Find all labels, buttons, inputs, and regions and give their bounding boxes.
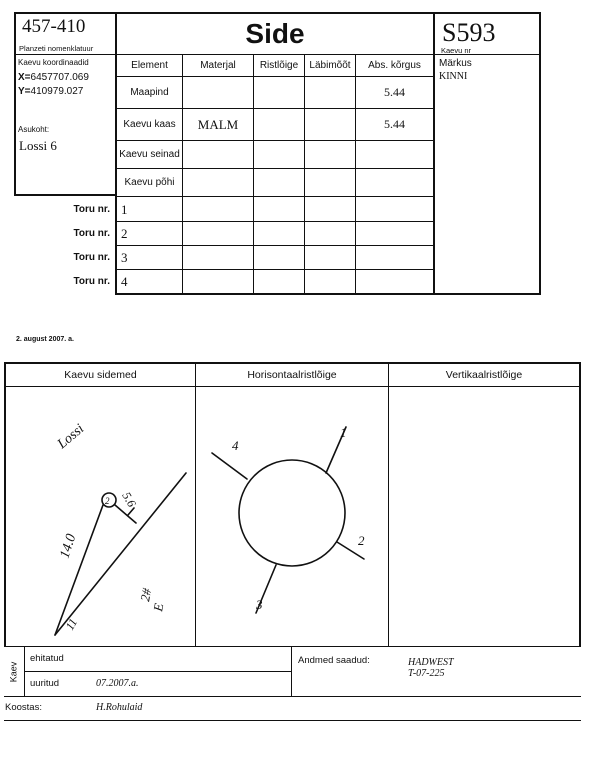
footer-side-label: Kaev: [8, 661, 19, 683]
pipe-number-3: 3: [121, 250, 128, 265]
sketch-pipe-1: 1: [340, 425, 347, 440]
pipe-4-line: [212, 453, 247, 479]
sketch-col-vertical: Vertikaalristlõige: [445, 369, 523, 381]
sketch-col-ties: Kaevu sidemed: [64, 369, 137, 381]
coord-y-label: Y=: [18, 86, 31, 97]
sketch-corner-mark: 11: [62, 615, 81, 633]
row-material-lid: MALM: [197, 116, 239, 132]
tie-line-short: [115, 505, 136, 523]
compiled-value: H.Rohulaid: [96, 702, 143, 713]
sketch-col-horizontal: Horisontaalristlõige: [247, 369, 337, 381]
col-header-abs-height: Abs. kõrgus: [368, 60, 421, 71]
sketch-distance-long: 14.0: [57, 532, 80, 561]
well-id: S593: [442, 18, 496, 47]
surveyed-label: uuritud: [30, 678, 60, 689]
well-ties-sketch: [6, 387, 195, 645]
sketch-pipe-2: 2: [358, 533, 365, 548]
row-height-lid: 5.44: [384, 117, 405, 131]
row-element-bottom: Kaevu põhi: [124, 177, 175, 188]
sketch-well-mark: 2: [105, 496, 110, 506]
surveyed-value: 07.2007.a.: [96, 678, 139, 689]
col-header-element: Element: [131, 60, 168, 71]
sketch-distance-short: 5.6: [119, 489, 140, 510]
row-element-ground: Maapind: [130, 87, 169, 98]
row-element-lid: Kaevu kaas: [123, 119, 176, 130]
data-source-value-1: HADWEST: [408, 657, 454, 668]
remarks-value: KINNI: [439, 71, 468, 82]
pipe-label-1: Toru nr.: [73, 204, 110, 215]
well-caption: Kaevu nr: [441, 46, 472, 55]
row-element-walls: Kaevu seinad: [119, 149, 180, 160]
sheet-number: 457-410: [22, 16, 86, 37]
pipe-number-2: 2: [121, 226, 128, 241]
coord-y: [18, 86, 83, 97]
coordinates-heading: Kaevu koordinaadid: [18, 58, 89, 67]
horizontal-section-sketch: [196, 387, 388, 645]
well-circle: [239, 460, 345, 566]
pipe-label-2: Toru nr.: [73, 228, 110, 239]
pipe-label-4: Toru nr.: [73, 276, 110, 287]
col-header-diameter: Läbimõõt: [309, 60, 351, 71]
sheet-caption: Planzeti nomenklatuur: [19, 44, 94, 53]
sketch-street-text: Lossi: [54, 421, 88, 453]
form-title: Side: [245, 18, 305, 49]
coord-y-value: 410979.027: [30, 86, 84, 97]
coord-x: [18, 72, 89, 83]
remarks-label: Märkus: [439, 58, 472, 69]
data-source-label: Andmed saadud:: [298, 655, 370, 666]
pipe-number-4: 4: [121, 274, 128, 289]
coord-x-value: 6457707.069: [30, 72, 89, 83]
tie-line-long: [55, 505, 103, 635]
pipe-number-1: 1: [121, 202, 128, 217]
data-source-value-2: T-07-225: [408, 668, 445, 679]
built-label: ehitatud: [30, 653, 64, 664]
pipe-label-3: Toru nr.: [73, 252, 110, 263]
col-header-material: Materjal: [200, 60, 236, 71]
sketch-pipe-4: 4: [232, 438, 239, 453]
sketch-house-letter: E: [150, 602, 167, 613]
date-line: 2. august 2007. a.: [16, 336, 74, 343]
compiled-label: Koostas:: [5, 702, 42, 713]
row-height-ground: 5.44: [384, 85, 405, 99]
location-label: Asukoht:: [18, 125, 50, 134]
sketch-house-number: 2#: [137, 587, 155, 603]
location-value: Lossi 6: [19, 138, 57, 153]
col-header-cross-section: Ristlõige: [259, 60, 299, 71]
coord-x-label: X=: [18, 72, 31, 83]
sketch-pipe-3: 3: [256, 597, 263, 612]
